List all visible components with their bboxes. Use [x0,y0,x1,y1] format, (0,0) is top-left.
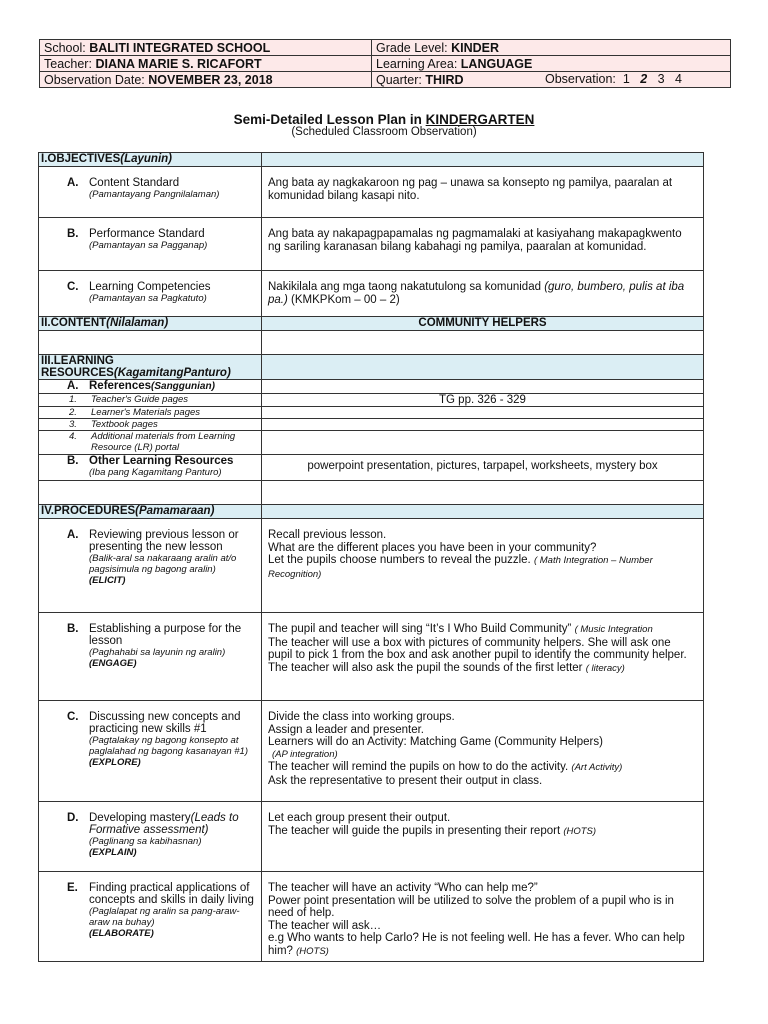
procedure-b-value: The pupil and teacher will sing “It’s I Who Build Community” ( Music Integration The teacher will use a box with pictures of community helpers. She will ask one pupil to pick 1 from the box and ask another pupil to identify the community helper. The teacher will also ask the pupil the sounds of the first letter ( literacy) [268,623,687,674]
school-value: BALITI INTEGRATED SCHOOL [89,40,271,55]
content-value: COMMUNITY HELPERS [262,317,704,331]
procedure-b-row: B. Establishing a purpose for the lesson (Paghahabi sa layunin ng aralin) (ENGAGE) The pupil and teacher will sing “It’s I Who Build Community” ( Music Integration The teacher will use a box with pictures of community helpers. She will ask one pupil to pick 1 from the box and ask another pupil to identify the community helper. The teacher will also ask the pupil the sounds of the first letter ( literacy) [39,613,704,701]
area-value: LANGUAGE [460,56,533,71]
header-table [39,39,731,88]
performance-standard-row: B. Performance Standard (Pamantayan sa Pagganap) Ang bata ay nakapagpapamalas ng pagmamalaki at kasiyahang makapagkwento ng sariling karanasan bilang kabahagi ng pamilya, paaralan at komunidad. [39,218,704,271]
procedures-heading-row: IV.PROCEDURES(Pamamaraan) [39,505,704,519]
procedure-e-value: The teacher will have an activity “Who can help me?” Power point presentation will be utilized to solve the problem of a pupil who is in need of help. The teacher will ask… e.g Who wants to help Carlo? He is not feeling well. He has a fever. Who can help him? (HOTS) [268,882,685,957]
resources-empty-row [39,481,704,505]
quarter-cell: Quarter: THIRD Observation: 1 2 3 4 [372,72,731,88]
reference-row-1: 1. Teacher's Guide pages TG pp. 326 - 329 [39,394,704,407]
lesson-plan-table [38,152,704,962]
other-resources-row: B. Other Learning Resources (Iba pang Kagamitang Panturo) powerpoint presentation, pictures, tarpapel, worksheets, mystery box [39,455,704,481]
school-cell: School: BALITI INTEGRATED SCHOOL [40,40,372,56]
date-value: NOVEMBER 23, 2018 [148,72,273,87]
grade-value: KINDER [451,40,499,55]
content-standard-value: Ang bata ay nagkakaroon ng pag – unawa sa konsepto ng pamilya, paaralan at komunidad bilang kasapi nito. [268,177,673,202]
performance-standard-value: Ang bata ay nakapagpapamalas ng pagmamalaki at kasiyahang makapagkwento ng sariling karanasan bilang kabahagi ng pamilya, paaralan at komunidad. [268,228,682,253]
learning-competencies-value: Nakikilala ang mga taong nakatutulong sa komunidad (guro, bumbero, pulis at iba pa.) (KMKPKom – 00 – 2) [268,281,685,306]
tg-pages-value: TG pp. 326 - 329 [262,394,704,407]
content-heading-row: II.CONTENT(Nilalaman) COMMUNITY HELPERS [39,317,704,331]
resources-heading-row: III.LEARNING RESOURCES(KagamitangPanturo) [39,355,704,380]
observation-selected: 2 [640,72,648,86]
area-cell: Learning Area: LANGUAGE [372,56,731,72]
other-resources-value: powerpoint presentation, pictures, tarpapel, worksheets, mystery box [262,455,704,481]
procedure-e-row: E. Finding practical applications of concepts and skills in daily living (Paglalapat ng aralin sa pang-araw-araw na buhay) (ELABORATE) The teacher will have an activity “Who can help me?” Power point presentation will be utilized to solve the problem of a pupil who is in need of help. The teacher will ask… e.g Who wants to help Carlo? He is not feeling well. He has a fever. Who can help him? (HOTS) [39,872,704,962]
content-standard-row: A. Content Standard (Pamantayang Pangnilalaman) Ang bata ay nagkakaroon ng pag – unawa sa konsepto ng pamilya, paaralan at komunidad bilang kasapi nito. [39,167,704,218]
reference-row-4: 4. Additional materials from Learning Resource (LR) portal [39,431,704,455]
objectives-heading-row: I.OBJECTIVES(Layunin) [39,153,704,167]
references-row: A. References(Sanggunian) [39,380,704,394]
learning-competencies-row: C. Learning Competencies (Pamantayan sa Pagkatuto) Nakikilala ang mga taong nakatutulong sa komunidad (guro, bumbero, pulis at iba pa.) (KMKPKom – 00 – 2) [39,271,704,317]
reference-row-3: 3. Textbook pages [39,419,704,431]
procedure-c-value: Divide the class into working groups. Assign a leader and presenter. Learners will do an Activity: Matching Game (Community Helpers) (AP integration) The teacher will remind the pupils on how to do the activity. (Art Activity) Ask the representative to present their output in class. [268,711,623,787]
teacher-cell: Teacher: DIANA MARIE S. RICAFORT [40,56,372,72]
quarter-value: THIRD [425,72,464,87]
procedure-d-value: Let each group present their output. The teacher will guide the pupils in presenting their report (HOTS) [268,812,597,837]
observation-numbers: Observation: 1 2 3 4 [545,72,682,86]
procedure-d-row: D. Developing mastery(Leads to Formative assessment) (Paglinang sa kabihasnan) (EXPLAIN) Let each group present their output. The teacher will guide the pupils in presenting their report (HOTS) [39,802,704,872]
procedure-a-value: Recall previous lesson. What are the different places you have been in your community? Let the pupils choose numbers to reveal the puzzle. ( Math Integration – Number Recognition) [268,529,653,580]
date-cell: Observation Date: NOVEMBER 23, 2018 [40,72,372,88]
reference-row-2: 2. Learner's Materials pages [39,407,704,419]
page-subtitle: (Scheduled Classroom Observation) [291,126,477,138]
teacher-value: DIANA MARIE S. RICAFORT [95,56,262,71]
procedure-c-row: C. Discussing new concepts and practicing new skills #1 (Pagtalakay ng bagong konsepto at paglalahad ng bagong kasanayan #1) (EXPLORE) Divide the class into working groups. Assign a leader and presenter. Learners will do an Activity: Matching Game (Community Helpers) (AP integration) The teacher will remind the pupils on how to do the activity. (Art Activity) Ask the representative to present their output in class. [39,701,704,802]
page-title: Semi-Detailed Lesson Plan in KINDERGARTEN [233,112,535,127]
content-empty-row [39,331,704,355]
procedure-a-row: A. Reviewing previous lesson or presenting the new lesson (Balik-aral sa nakaraang aralin at/o pagsisimula ng bagong aralin) (ELICIT) Recall previous lesson. What are the different places you have been in your community? Let the pupils choose numbers to reveal the puzzle. ( Math Integration – Number Recognition) [39,519,704,613]
grade-cell: Grade Level: KINDER [372,40,731,56]
